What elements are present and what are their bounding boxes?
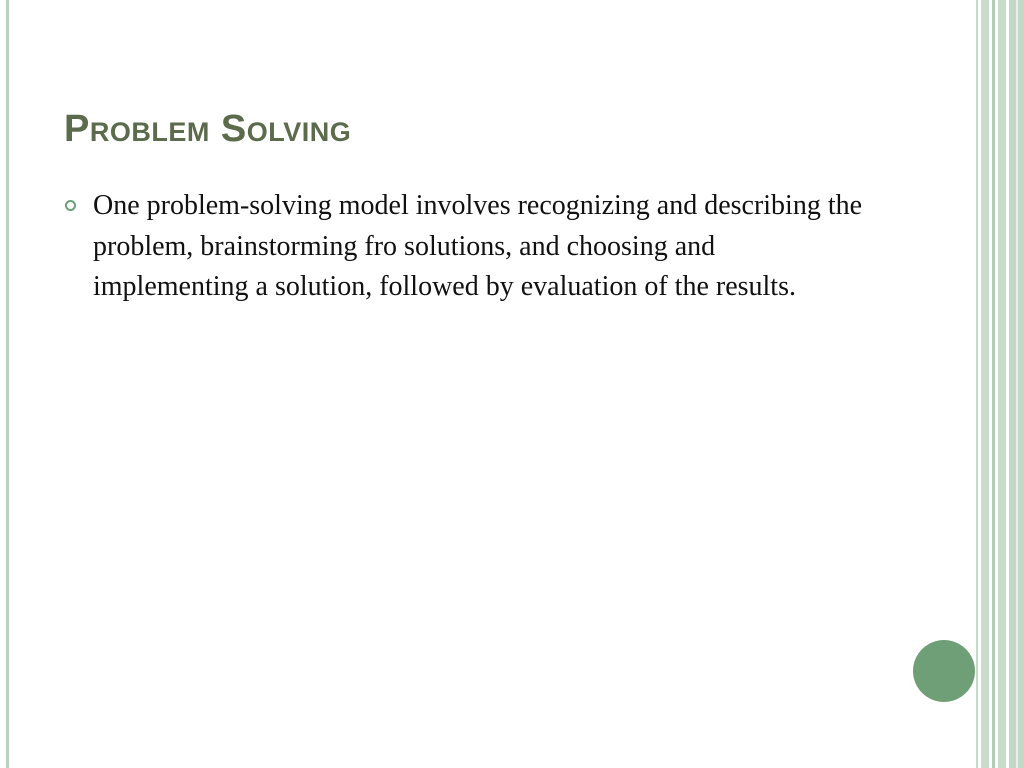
ring-bullet-icon <box>65 200 76 211</box>
bullet-list <box>64 186 864 308</box>
right-stripe <box>1016 0 1018 768</box>
decorative-circle <box>913 640 975 702</box>
right-stripe <box>976 0 978 768</box>
left-border-line <box>6 0 9 768</box>
right-stripe <box>992 0 995 768</box>
bullet-item <box>64 186 864 308</box>
right-stripe <box>998 0 1006 768</box>
slide-title: Problem Solving <box>64 108 352 150</box>
bullet-text: One problem-solving model involves recognizing and describing the problem, brainstorming fro solutions, and choosing and implementing a solution, followed by evaluation of the results. <box>93 190 863 302</box>
right-stripe <box>981 0 989 768</box>
